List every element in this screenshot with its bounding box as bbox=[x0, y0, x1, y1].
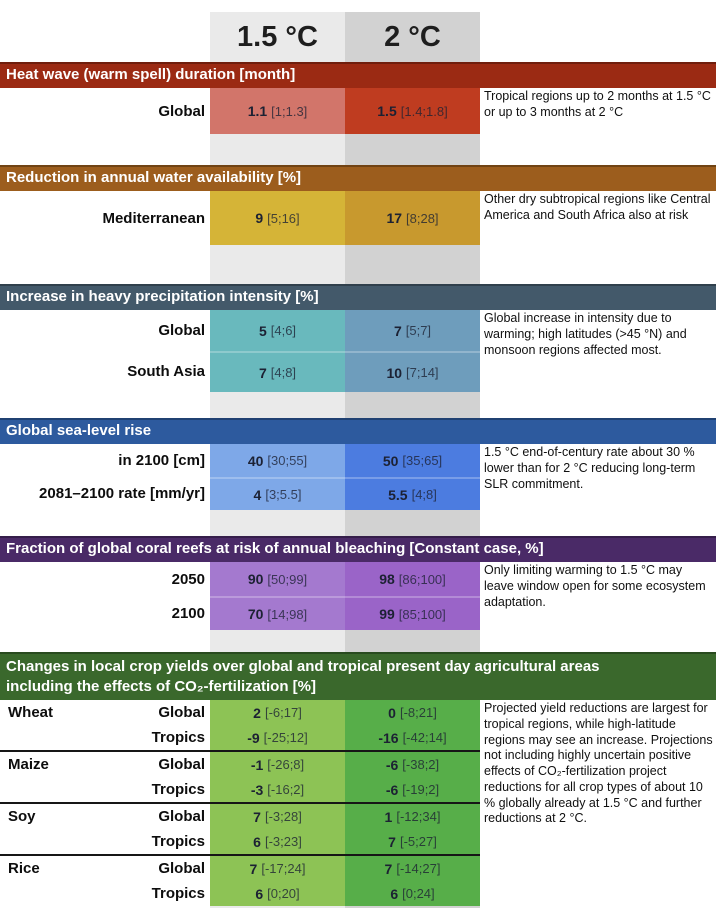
cell-value: 1.1 bbox=[247, 103, 268, 119]
table-row bbox=[0, 856, 480, 881]
cell-value: 6 bbox=[253, 833, 261, 850]
table-row bbox=[0, 477, 480, 510]
table-row bbox=[0, 804, 480, 829]
value-cell-2 bbox=[345, 777, 480, 802]
cell-value: 1 bbox=[384, 808, 393, 825]
table-row bbox=[0, 310, 480, 351]
cell-range: [3;5.5] bbox=[265, 487, 302, 502]
cell-range: [-16;2] bbox=[267, 782, 305, 797]
cell-range: [-8;21] bbox=[399, 705, 437, 720]
cell-range: [1.4;1.8] bbox=[400, 103, 448, 119]
cell-range: [7;14] bbox=[406, 365, 439, 380]
value-cell-2 bbox=[345, 351, 480, 392]
section-note: Projected yield reductions are largest for tropical regions, while high-latitude regions may see an increase. Projections not including highly uncertain positive effects of CO₂-fertilization project reductions for all crop types of about 10 % globally already at 1.5 °C and further reductions at 2 °C. bbox=[484, 701, 713, 826]
cell-range: [35;65] bbox=[402, 453, 443, 468]
value-cell-2 bbox=[345, 596, 480, 630]
section-body-precipitation bbox=[0, 310, 716, 392]
cell-value: 7 bbox=[388, 833, 396, 850]
cell-value: 2 bbox=[253, 704, 261, 721]
row-label: 2081–2100 rate [mm/yr] bbox=[39, 485, 205, 502]
cell-range: [5;7] bbox=[405, 323, 432, 338]
value-cell-2 bbox=[345, 700, 480, 725]
cell-range: [-26;8] bbox=[267, 757, 305, 772]
cell-range: [-17;24] bbox=[261, 861, 306, 876]
row-label: Global bbox=[158, 808, 205, 825]
cell-range: [-12;34] bbox=[396, 809, 441, 824]
section-header-water: Reduction in annual water availability [%] bbox=[0, 165, 716, 191]
section-header-heatwave: Heat wave (warm spell) duration [month] bbox=[0, 62, 716, 88]
row-label: South Asia bbox=[127, 363, 205, 380]
value-cell-2 bbox=[345, 477, 480, 510]
row-label: 2100 bbox=[171, 604, 205, 622]
cell-range: [85;100] bbox=[398, 606, 446, 622]
cell-range: [4;8] bbox=[411, 487, 437, 502]
section-body-water bbox=[0, 191, 716, 245]
cell-value: 40 bbox=[247, 452, 264, 469]
cell-value: 98 bbox=[379, 571, 395, 587]
value-cell-2 bbox=[345, 444, 480, 477]
value-cell-1p5 bbox=[210, 444, 345, 477]
value-cell-2 bbox=[345, 310, 480, 351]
cell-range: [4;6] bbox=[270, 323, 297, 338]
table-row bbox=[0, 444, 480, 477]
row-label: Mediterranean bbox=[102, 209, 205, 227]
cell-range: [4;8] bbox=[270, 365, 297, 380]
cell-value: 7 bbox=[253, 808, 261, 825]
cell-value: 90 bbox=[247, 571, 264, 587]
row-label: Global bbox=[158, 704, 205, 721]
value-cell-1p5 bbox=[210, 829, 345, 854]
cell-value: -1 bbox=[250, 756, 264, 773]
cell-range: [86;100] bbox=[398, 571, 446, 587]
crop-name: Wheat bbox=[8, 704, 53, 721]
section-header-coral: Fraction of global coral reefs at risk of annual bleaching [Constant case, %] bbox=[0, 536, 716, 562]
cell-range: [-3;28] bbox=[264, 809, 302, 824]
cell-value: 9 bbox=[255, 210, 264, 226]
section-header-crops: Changes in local crop yields over global and tropical present day agricultural areas including the effects of CO₂-fertilization [%] bbox=[0, 652, 716, 700]
value-cell-1p5 bbox=[210, 562, 345, 596]
cell-value: 7 bbox=[384, 860, 393, 877]
cell-range: [-5;27] bbox=[399, 834, 437, 849]
row-label: 2050 bbox=[171, 570, 205, 588]
table-row bbox=[0, 881, 480, 906]
value-cell-1p5 bbox=[210, 88, 345, 134]
cell-range: [-38;2] bbox=[402, 757, 440, 772]
cell-value: 50 bbox=[382, 452, 399, 469]
table-row bbox=[0, 191, 480, 245]
cell-value: 7 bbox=[393, 322, 402, 339]
section-body-heatwave bbox=[0, 88, 716, 134]
crop-name: Rice bbox=[8, 860, 40, 877]
section-note: Other dry subtropical regions like Central America and South Africa also at risk bbox=[484, 192, 711, 222]
crop-name: Soy bbox=[8, 808, 36, 825]
row-label: Global bbox=[158, 322, 205, 339]
cell-range: [-42;14] bbox=[402, 730, 447, 745]
cell-range: [0;24] bbox=[402, 886, 435, 901]
cell-value: 70 bbox=[247, 606, 264, 622]
value-cell-2 bbox=[345, 725, 480, 750]
crop-name: Maize bbox=[8, 756, 49, 773]
value-cell-2 bbox=[345, 829, 480, 854]
cell-range: [-14;27] bbox=[396, 861, 441, 876]
cell-value: -6 bbox=[385, 756, 399, 773]
crop-group-maize bbox=[0, 750, 480, 802]
row-label: in 2100 [cm] bbox=[118, 452, 205, 469]
section-body-sealevel bbox=[0, 444, 716, 510]
cell-range: [-3;23] bbox=[264, 834, 302, 849]
cell-range: [8;28] bbox=[406, 210, 439, 226]
row-label: Global bbox=[158, 102, 205, 120]
cell-value: 10 bbox=[386, 364, 403, 381]
cell-value: 5 bbox=[258, 322, 267, 339]
section-note: Tropical regions up to 2 months at 1.5 °C or up to 3 months at 2 °C bbox=[484, 89, 711, 119]
table-row bbox=[0, 725, 480, 750]
cell-range: [-25;12] bbox=[263, 730, 308, 745]
section-header-precipitation: Increase in heavy precipitation intensity [%] bbox=[0, 284, 716, 310]
cell-value: 4 bbox=[253, 486, 262, 503]
section-body-coral bbox=[0, 562, 716, 630]
cell-range: [1;1.3] bbox=[271, 103, 308, 119]
value-cell-2 bbox=[345, 752, 480, 777]
table-row bbox=[0, 351, 480, 392]
value-cell-1p5 bbox=[210, 777, 345, 802]
value-cell-1p5 bbox=[210, 310, 345, 351]
cell-value: 5.5 bbox=[388, 486, 408, 503]
section-note: Global increase in intensity due to warming; high latitudes (>45 °N) and monsoon regions affected most. bbox=[484, 311, 687, 357]
value-cell-1p5 bbox=[210, 191, 345, 245]
table-row bbox=[0, 752, 480, 777]
value-cell-1p5 bbox=[210, 477, 345, 510]
table-row bbox=[0, 700, 480, 725]
section-header-sealevel: Global sea-level rise bbox=[0, 418, 716, 444]
value-cell-2 bbox=[345, 562, 480, 596]
row-label: Tropics bbox=[151, 885, 205, 902]
row-label: Tropics bbox=[151, 833, 205, 850]
value-cell-2 bbox=[345, 804, 480, 829]
value-cell-1p5 bbox=[210, 881, 345, 906]
table-row bbox=[0, 596, 480, 630]
row-label: Tropics bbox=[151, 729, 205, 746]
column-header-1p5: 1.5 °C bbox=[237, 20, 318, 53]
value-cell-2 bbox=[345, 191, 480, 245]
cell-range: [5;16] bbox=[267, 210, 300, 226]
value-cell-2 bbox=[345, 881, 480, 906]
cell-value: -9 bbox=[247, 729, 260, 746]
crop-group-wheat bbox=[0, 700, 480, 750]
table-row bbox=[0, 777, 480, 802]
value-cell-1p5 bbox=[210, 700, 345, 725]
value-cell-1p5 bbox=[210, 351, 345, 392]
cell-value: 99 bbox=[379, 606, 395, 622]
row-label: Global bbox=[158, 860, 205, 877]
value-cell-1p5 bbox=[210, 856, 345, 881]
cell-value: 6 bbox=[255, 885, 264, 902]
value-cell-1p5 bbox=[210, 804, 345, 829]
cell-value: -16 bbox=[378, 729, 399, 746]
table-row bbox=[0, 88, 480, 134]
cell-range: [-6;17] bbox=[264, 705, 302, 720]
row-label: Global bbox=[158, 756, 205, 773]
table-row bbox=[0, 562, 480, 596]
cell-value: 7 bbox=[249, 860, 258, 877]
section-body-crops bbox=[0, 700, 716, 906]
cell-value: 6 bbox=[390, 885, 399, 902]
column-headers bbox=[0, 12, 716, 62]
crop-group-rice bbox=[0, 854, 480, 906]
value-cell-2 bbox=[345, 88, 480, 134]
value-cell-1p5 bbox=[210, 596, 345, 630]
cell-value: 0 bbox=[388, 704, 396, 721]
value-cell-1p5 bbox=[210, 725, 345, 750]
cell-value: -6 bbox=[385, 781, 399, 798]
value-cell-1p5 bbox=[210, 752, 345, 777]
cell-value: 17 bbox=[386, 210, 403, 226]
row-label: Tropics bbox=[151, 781, 205, 798]
table-row bbox=[0, 829, 480, 854]
section-note: 1.5 °C end-of-century rate about 30 % lower than for 2 °C reducing long-term SLR commitment. bbox=[484, 445, 696, 491]
cell-range: [30;55] bbox=[267, 453, 308, 468]
cell-value: 7 bbox=[258, 364, 267, 381]
cell-range: [14;98] bbox=[267, 606, 308, 622]
section-note: Only limiting warming to 1.5 °C may leave window open for some ecosystem adaptation. bbox=[484, 563, 706, 609]
column-header-2: 2 °C bbox=[384, 20, 441, 53]
value-cell-2 bbox=[345, 856, 480, 881]
cell-range: [0;20] bbox=[267, 886, 300, 901]
cell-value: -3 bbox=[250, 781, 264, 798]
cell-range: [-19;2] bbox=[402, 782, 440, 797]
crop-group-soy bbox=[0, 802, 480, 854]
cell-range: [50;99] bbox=[267, 571, 308, 587]
cell-value: 1.5 bbox=[377, 103, 397, 119]
